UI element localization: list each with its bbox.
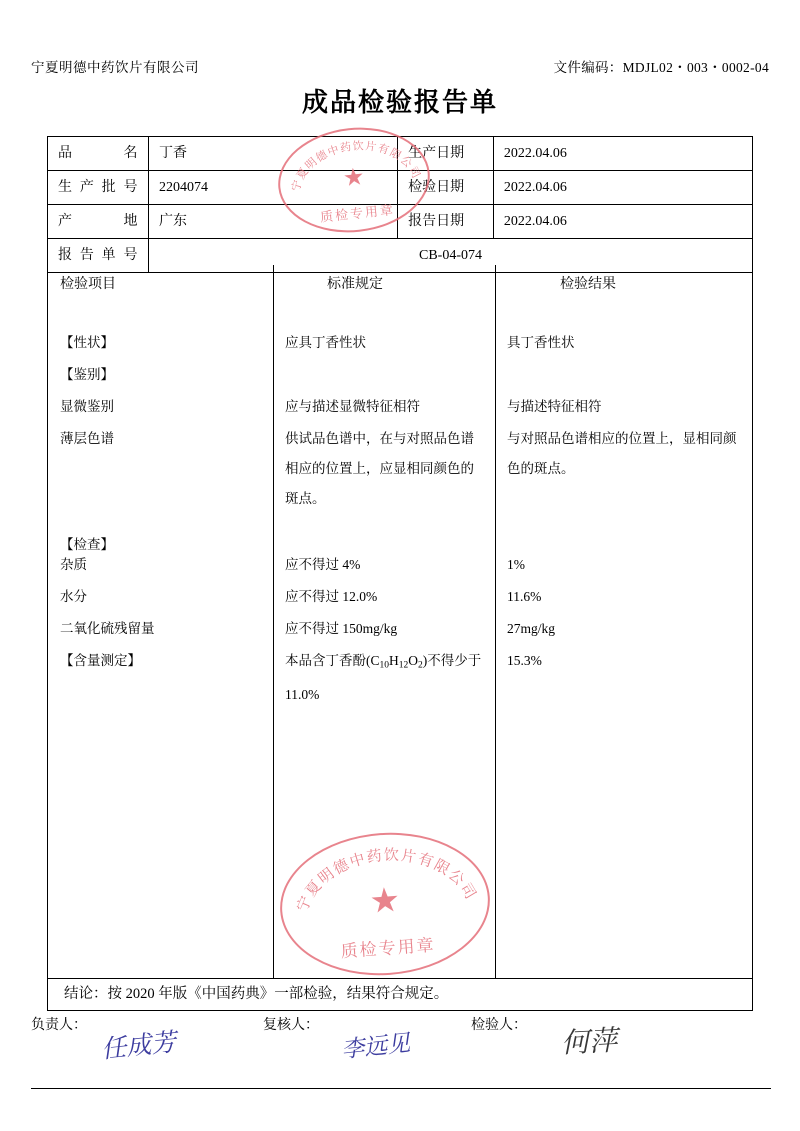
result-standard-7: 应不得过 150mg/kg [285,621,398,636]
result-standard-5: 应不得过 4% [285,557,361,572]
result-value-3: 与对照品色谱相应的位置上，显相同颜色的斑点。 [507,431,737,476]
result-standard-2: 应与描述显微特征相符 [285,399,420,414]
result-value-8: 15.3% [507,653,542,668]
seal-bottom-text-top: 质检专用章 [319,202,396,226]
result-item-3: 薄层色谱 [60,431,114,446]
result-standard-3: 供试品色谱中，在与对照品色谱相应的位置上，应显相同颜色的斑点。 [285,431,474,506]
signature-ink-reviewer: 李远见 [340,1030,412,1064]
info-table [47,136,753,273]
info-label-report-no: 报告单号 [48,239,149,273]
company-name: 宁夏明德中药饮片有限公司 [31,60,199,75]
result-standard-6: 应不得过 12.0% [285,589,378,604]
signature-label-inspector: 检验人： [471,1018,527,1033]
results-table [47,265,753,979]
result-value-5: 1% [507,557,525,572]
info-label-origin: 产 地 [48,205,149,239]
column-divider-2 [495,265,496,978]
document-header [31,56,769,76]
table-row [48,205,753,239]
result-item-7: 二氧化硫残留量 [60,621,155,636]
result-item-5: 杂质 [60,557,87,572]
results-header-item: 检验项目 [60,277,116,292]
bottom-divider [31,1088,771,1089]
result-item-2: 显微鉴别 [60,399,114,414]
info-value-batch: 2204074 [149,171,398,205]
signature-ink-responsible: 任成芳 [99,1027,178,1064]
info-value-product: 丁香 [149,137,398,171]
signature-label-reviewer: 复核人： [263,1018,319,1033]
result-value-7: 27mg/kg [507,621,556,636]
result-value-6: 11.6% [507,589,542,604]
info-value-report-date: 2022.04.06 [493,205,752,239]
result-standard-0: 应具丁香性状 [285,335,366,350]
table-row [48,171,753,205]
results-header-standard: 标准规定 [327,277,383,292]
seal-bottom-text-bottom: 质检专用章 [340,935,437,963]
info-value-report-no: CB-04-074 [149,239,753,273]
star-icon: ★ [368,881,402,921]
info-label-product: 品 名 [48,137,149,171]
result-item-6: 水分 [60,589,87,604]
star-icon: ★ [341,164,366,193]
signature-ink-inspector: 何萍 [560,1023,618,1060]
result-value-0: 具丁香性状 [507,335,575,350]
table-row [48,137,753,171]
info-label-batch: 生产批号 [48,171,149,205]
info-value-production-date: 2022.04.06 [493,137,752,171]
info-value-inspection-date: 2022.04.06 [493,171,752,205]
info-label-inspection-date: 检验日期 [398,171,494,205]
result-item-1: 【鉴别】 [60,367,114,382]
result-item-4: 【检查】 [60,537,114,552]
seal-arc-text-top: 宁夏明德中药饮片有限公司 [289,139,424,193]
page-title: 成品检验报告单 [301,88,498,118]
info-value-origin: 广东 [149,205,398,239]
seal-arc-text-bottom: 宁夏明德中药饮片有限公司 [292,845,481,915]
result-item-0: 【性状】 [60,335,114,350]
info-label-production-date: 生产日期 [398,137,494,171]
signature-label-responsible: 负责人： [31,1018,87,1033]
result-value-2: 与描述特征相符 [507,399,602,414]
result-item-8: 【含量测定】 [60,653,141,668]
conclusion-text: 结论：按 2020 年版《中国药典》一部检验，结果符合规定。 [47,979,753,1011]
results-header-result: 检验结果 [560,277,616,292]
column-divider-1 [273,265,274,978]
info-label-report-date: 报告日期 [398,205,494,239]
document-code: 文件编码：MDJL02・003・0002-04 [553,60,769,75]
result-standard-8: 本品含丁香酚$(C_{10}H_{12}O_2)$不得少于 11.0% [285,653,482,703]
